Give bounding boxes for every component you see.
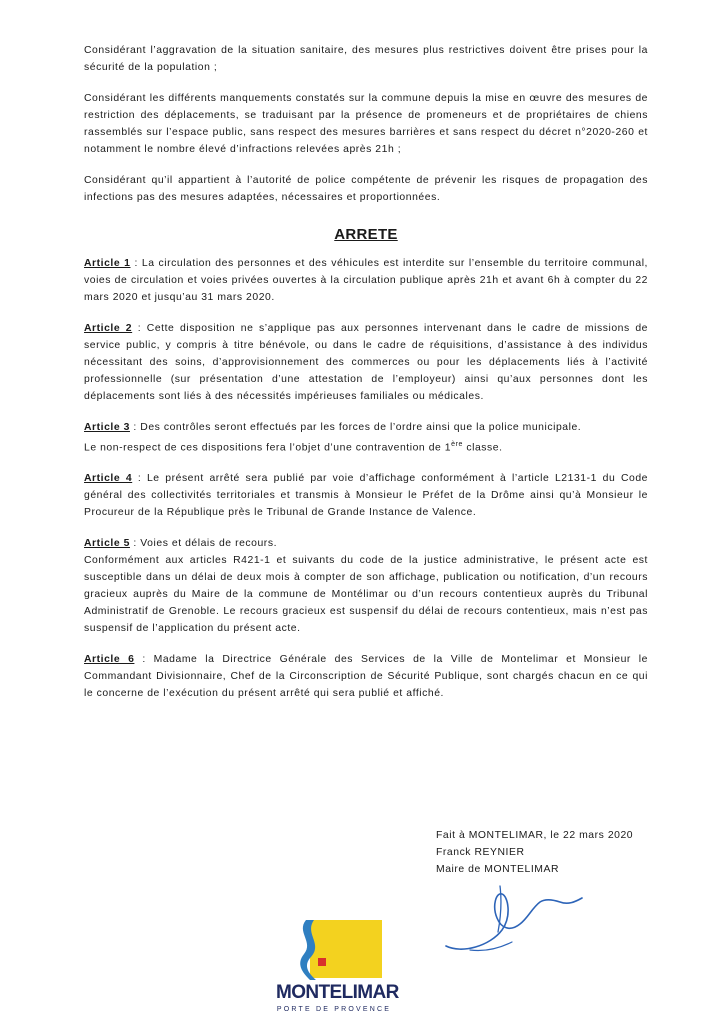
decree-title: ARRETE [334, 226, 398, 243]
logo-yellow-block [310, 920, 382, 978]
article-4 [84, 470, 648, 521]
signatory-role: Maire de MONTELIMAR [436, 864, 560, 875]
article-1 [84, 255, 648, 306]
logo-city-name: MONTELIMAR [276, 982, 399, 1003]
article-label: Article 2 [84, 323, 133, 334]
article-6 [84, 651, 648, 702]
article-text: : Madame la Directrice Générale des Services de la Ville de Montelimar et Monsieur le Commandant Divisionnaire, Chef de la Circonscription de Sécurité Publique, sont chargés chacun en ce qui le concerne de l’exécution du présent arrêté qui sera publié et affiché. [84, 654, 648, 700]
article-text-continued: Conformément aux articles R421-1 et suivants du code de la justice administrative, le présent acte est susceptible dans un délai de deux mois à compter de son affichage, publication ou notification, d’un recours gracieux auprès du Maire de la commune de Montélimar ou d’un recours contentieux auprès du Tribunal Administratif de Grenoble. Le recours gracieux est suspensif du délai de recours contentieux, mais n’est pas suspensif de l’application du présent acte. [84, 555, 648, 635]
article-label: Article 5 [84, 538, 130, 550]
article-text: : Cette disposition ne s’applique pas aux personnes intervenant dans le cadre de missions de service public, y compris à titre bénévole, ou dans le cadre de réquisitions, d’assistance à des individus nécessitant des soins, d’approvisionnement des commerces ou pour les déplacements liés à l’activité professionnelle (sur présentation d’une attestation de l’employeur) ainsi qu’aux personnes dont les déplacements sont liés à des nécessités impérieuses familiales ou médicales. [84, 323, 648, 402]
article-text: : La circulation des personnes et des véhicules est interdite sur l’ensemble du territoire communal, voies de circulation et voies privées ouvertes à la circulation publique après 21h et avant 6h à compter du 22 mars 2020 et jusqu’au 31 mars 2020. [84, 258, 648, 303]
article-3 [84, 419, 648, 456]
article-text: : Le présent arrêté sera publié par voie d’affichage conformément à l’article L2131-1 du Code général des collectivités territoriales et transmis à Monsieur le Préfet de la Drôme ainsi qu’à Monsieur le Procureur de la République près le Tribunal de Grande Instance de Valence. [84, 473, 648, 519]
document-body [84, 42, 648, 716]
article-text: : Des contrôles seront effectués par les forces de l’ordre ainsi que la police municipale. [129, 422, 582, 433]
city-logo [276, 918, 399, 1028]
handwritten-signature [440, 880, 590, 960]
consideration-paragraph: Considérant l’aggravation de la situation sanitaire, des mesures plus restrictives doivent être prises pour la sécurité de la population ; [84, 45, 648, 73]
article-text-continued: Le non-respect de ces dispositions fera l’objet d’une contravention de 1 [84, 442, 452, 454]
consideration-paragraph: Considérant les différents manquements constatés sur la commune depuis la mise en œuvre des mesures de restriction des déplacements, se traduisant par la présence de promeneurs et de propriétaires de chiens rassemblés sur l’espace public, sans respect des mesures barrières et sans respect du décret n°2020-260 et notamment le nombre élevé d’infractions relevées après 21h ; [84, 93, 648, 155]
article-label: Article 6 [84, 654, 135, 666]
place-date: Fait à MONTELIMAR, le 22 mars 2020 [436, 830, 634, 841]
signature-block [436, 827, 633, 878]
signatory-name: Franck REYNIER [436, 847, 525, 858]
article-5 [84, 535, 648, 637]
article-text-end: classe. [462, 442, 503, 454]
article-text: : Voies et délais de recours. [129, 538, 278, 550]
article-label: Article 4 [84, 473, 133, 485]
logo-tagline: PORTE DE PROVENCE [276, 1006, 392, 1013]
article-2 [84, 320, 648, 405]
logo-red-square [318, 958, 326, 966]
article-label: Article 1 [84, 258, 131, 269]
article-label: Article 3 [84, 422, 130, 433]
consideration-paragraph: Considérant qu’il appartient à l’autorité de police compétente de prévenir les risques de propagation des infections pas des mesures adaptées, nécessaires et proportionnées. [84, 175, 648, 203]
logo-mark [276, 918, 392, 982]
ordinal-superscript: ère [451, 441, 463, 448]
